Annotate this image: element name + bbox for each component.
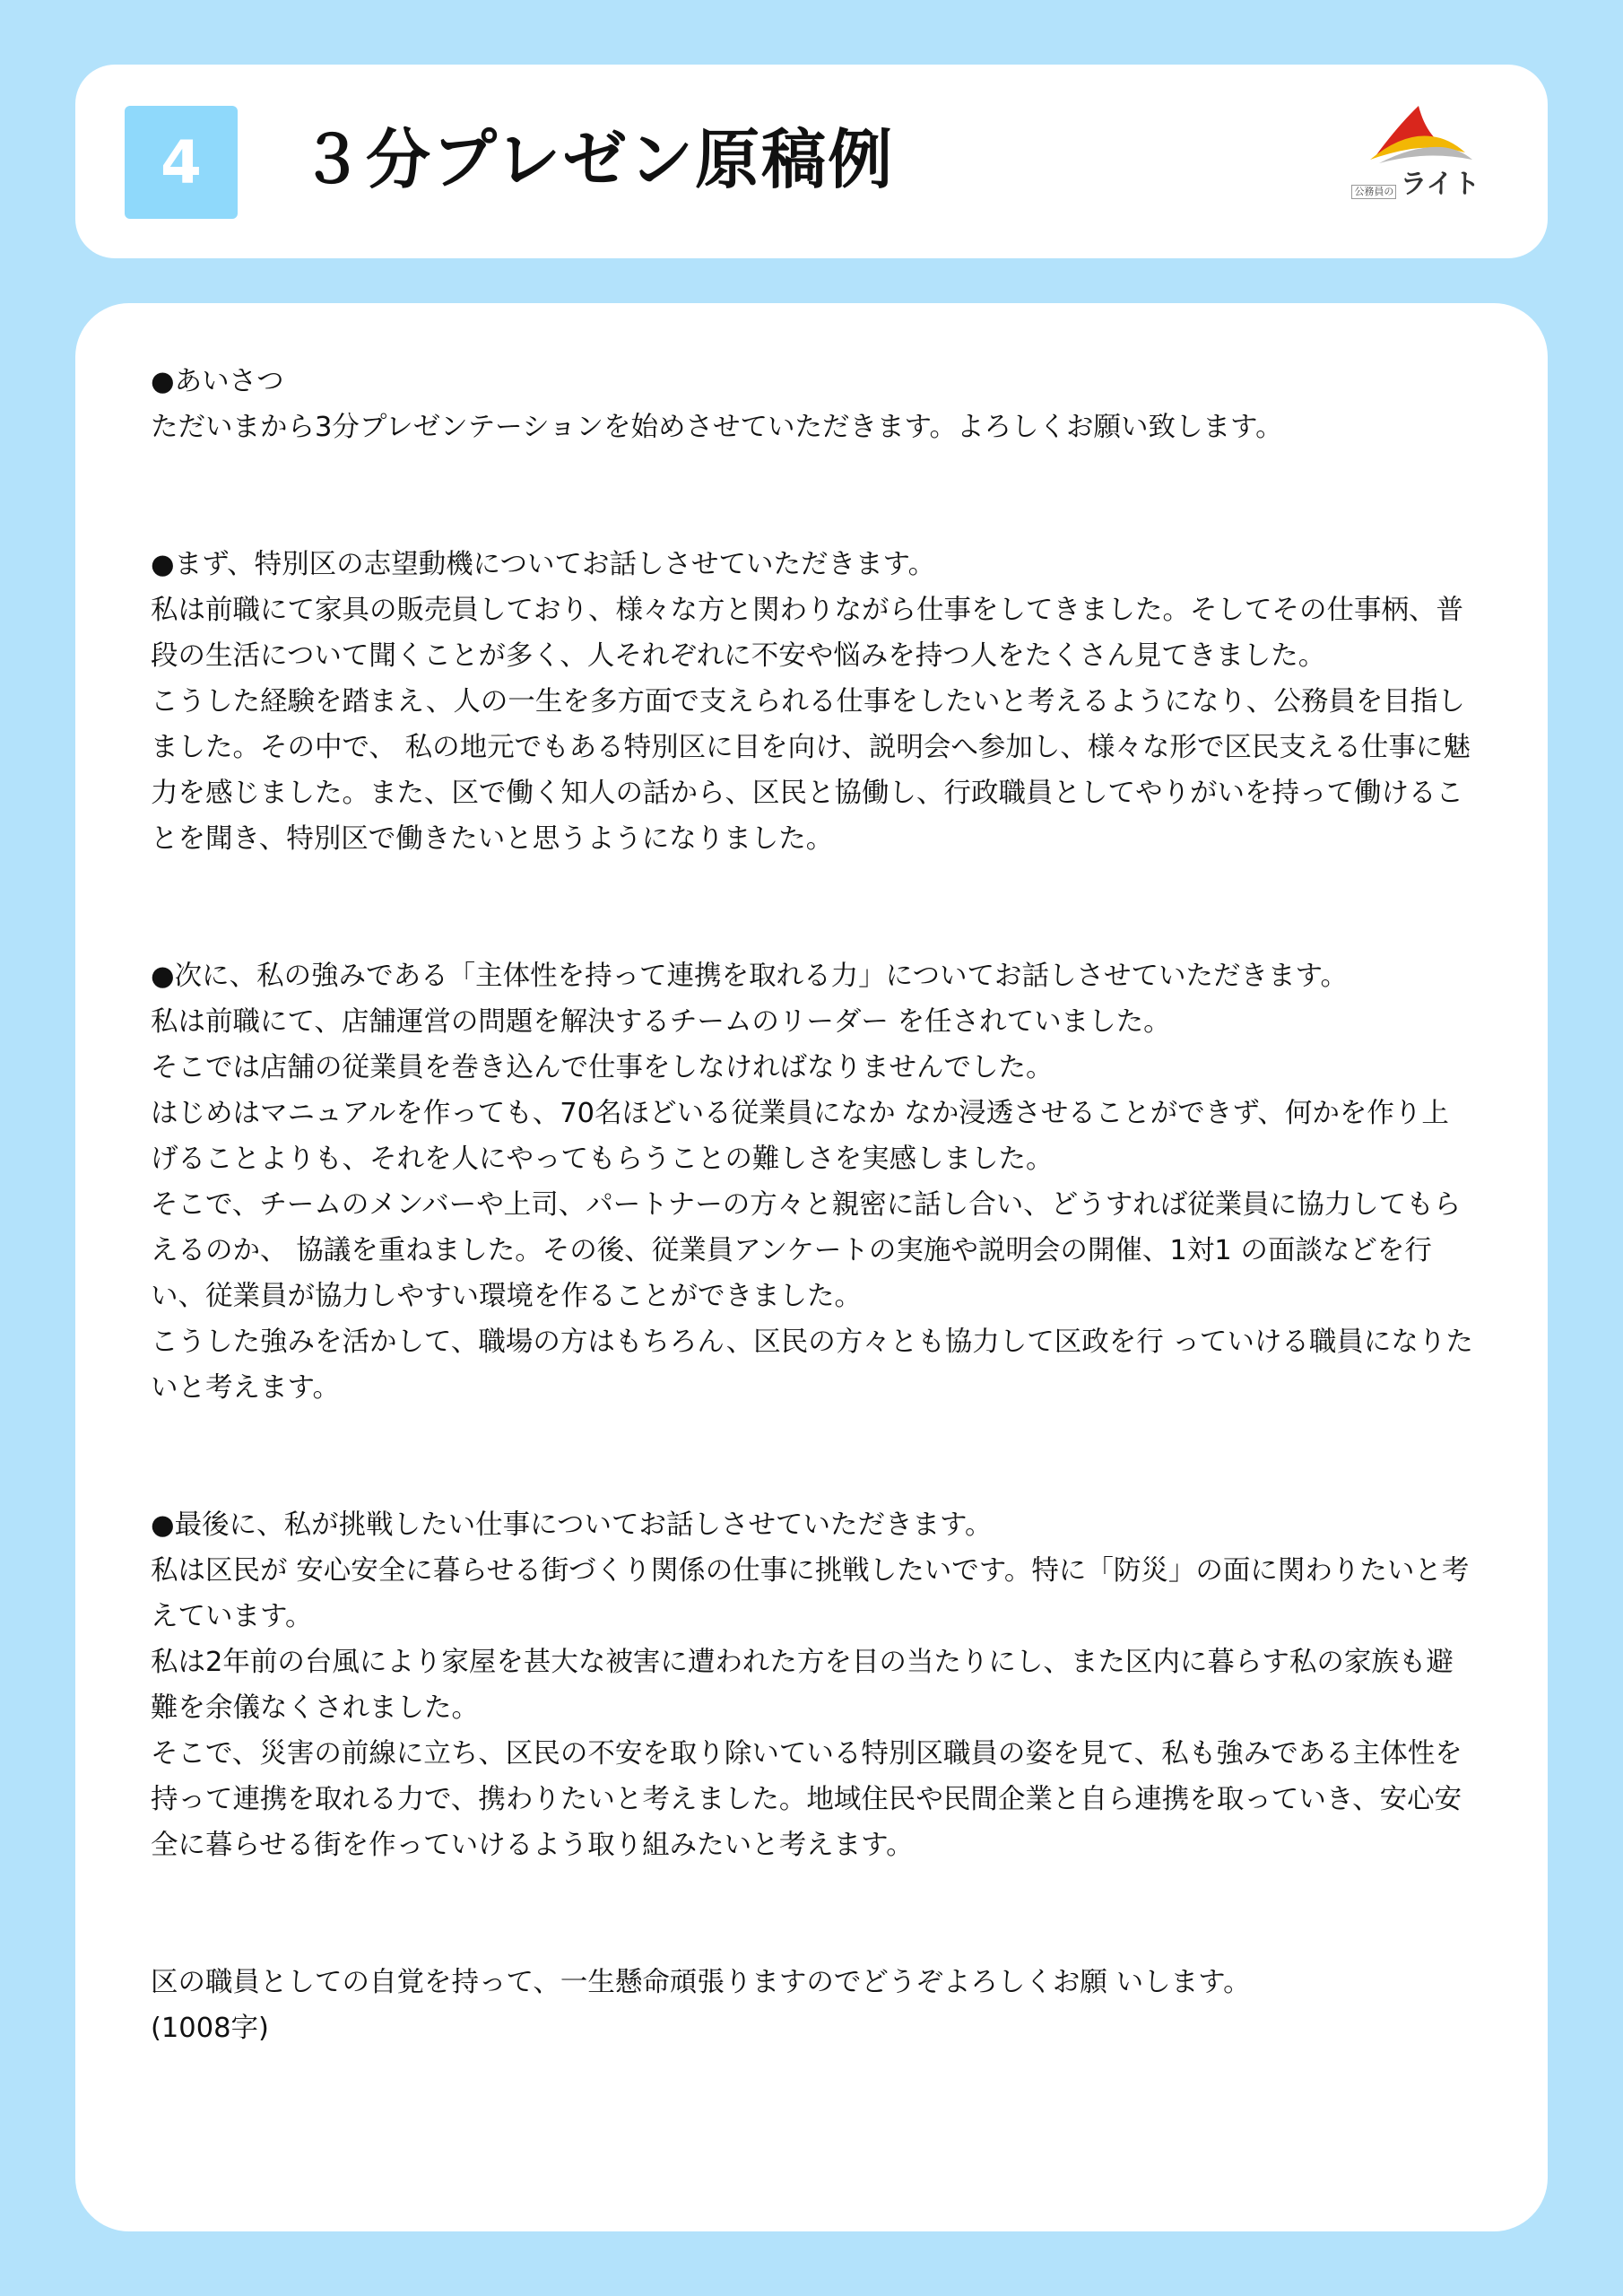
brand-logo [1349,100,1483,226]
section-closing [151,1960,1476,2051]
section-heading: ●あいさつ [151,366,284,397]
paragraph: そこで、災害の前線に立ち、区民の不安を取り除いている特別区職員の姿を見て、私も強みである主体性を持って連携を取れる力で、携わりたいと考えました。地域住民や民間企業と自ら連携を取っていき、安心安全に暮らせる街を作っていけるよう取り組みたいと考えます。 [151,1738,1462,1861]
page-title: ３分プレゼン原稿例 [299,122,895,197]
logo-text [1349,170,1483,199]
paragraph: 私は2年前の台風により家屋を甚大な被害に遭われた方を目の当たりにし、また区内に暮らす私の家族も避難を余儀なくされました。 [151,1647,1454,1724]
closing-text: 区の職員としての自覚を持って、一生懸命頑張りますのでどうぞよろしくお願 いします。 [151,1967,1251,1998]
logo-mark-icon [1349,100,1483,172]
section-heading: ●まず、特別区の志望動機についてお話しさせていただきます。 [151,549,936,580]
section-number-badge: 4 [125,106,238,219]
paragraph: ただいまから3分プレゼンテーションを始めさせていただきます。よろしくお願い致します。 [151,412,1283,443]
paragraph: こうした経験を踏まえ、人の一生を多方面で支えられる仕事をしたいと考えるようになり、公務員を目指しました。その中で、 私の地元でもある特別区に目を向け、説明会へ参加し、様々な形で区民支える仕事に魅力を感じました。また、区で働く知人の話から、区民と協働し、行政職員としてやりがいを持って働けることを聞き、特別区で働きたいと思うようになりました。 [151,686,1471,855]
script-content [151,359,1476,2051]
paragraph: こうした強みを活かして、職場の方はもちろん、区民の方々とも協力して区政を行 っていける職員になりたいと考えます。 [151,1326,1473,1404]
paragraph: そこで、チームのメンバーや上司、パートナーの方々と親密に話し合い、どうすれば従業員に協力してもらえるのか、 協議を重ねました。その後、従業員アンケートの実施や説明会の開催、1対1 の面談などを行い、従業員が協力しやすい環境を作ることができました。 [151,1189,1462,1312]
section-greeting [151,359,1476,450]
script-card [75,303,1548,2231]
logo-small-text: 公務員の [1351,185,1396,199]
paragraph: 私は前職にて、店舗運営の問題を解決するチームのリーダー を任されていました。 [151,1006,1171,1038]
section-strength [151,953,1476,1411]
section-challenge [151,1502,1476,1868]
character-count: (1008字) [151,2013,269,2044]
paragraph: そこでは店舗の従業員を巻き込んで仕事をしなければなりませんでした。 [151,1052,1054,1083]
paragraph: はじめはマニュアルを作っても、70名ほどいる従業員になか なか浸透させることができず、何かを作り上げることよりも、それを人にやってもらうことの難しさを実感しました。 [151,1098,1449,1175]
section-motivation [151,542,1476,862]
section-heading: ●最後に、私が挑戦したい仕事についてお話しさせていただきます。 [151,1509,993,1541]
paragraph: 私は前職にて家具の販売員しており、様々な方と関わりながら仕事をしてきました。そしてその仕事柄、普段の生活について聞くことが多く、人それぞれに不安や悩みを持つ人をたくさん見てきました。 [151,595,1463,672]
logo-main-text: ライト [1400,169,1480,200]
section-heading: ●次に、私の強みである「主体性を持って連携を取れる力」についてお話しさせていただきます。 [151,961,1349,992]
header-card [75,65,1548,258]
paragraph: 私は区民が 安心安全に暮らせる街づくり関係の仕事に挑戦したいです。特に「防災」の面に関わりたいと考えています。 [151,1555,1470,1632]
